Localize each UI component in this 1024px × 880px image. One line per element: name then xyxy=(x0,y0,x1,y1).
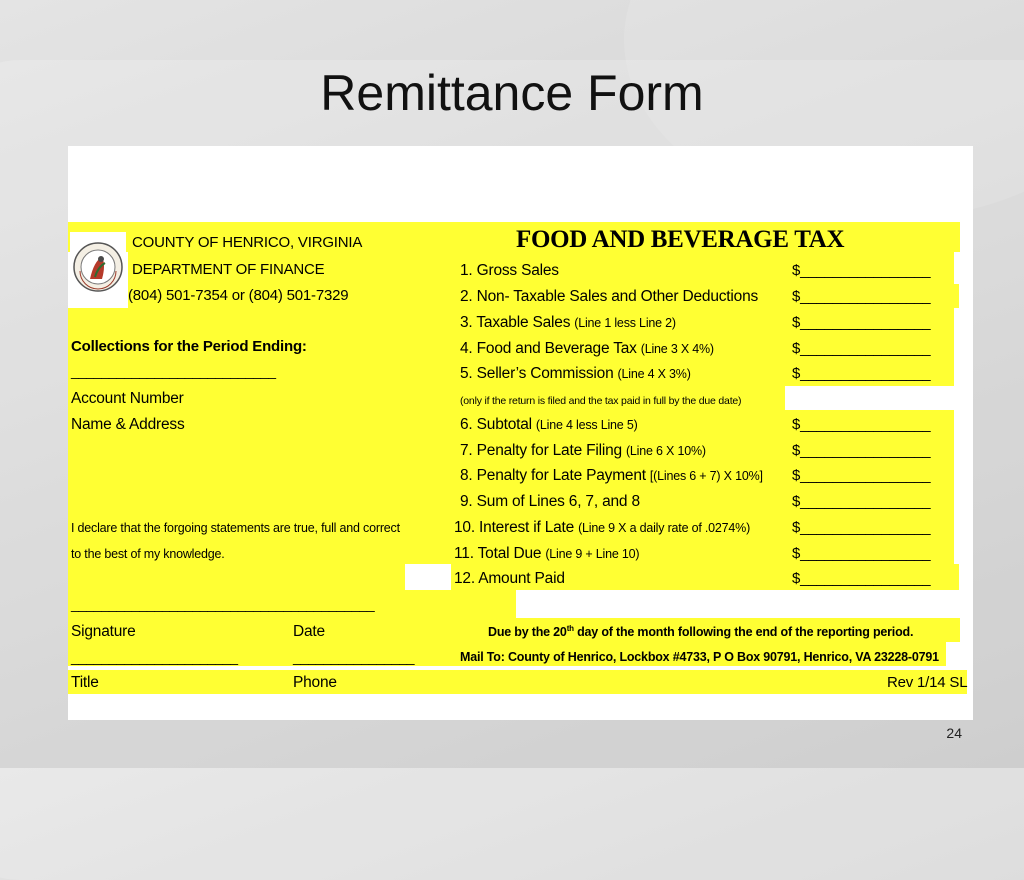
due-date-prefix: Due by the 20 xyxy=(488,625,567,640)
tax-line-note: (Line 9 X a daily rate of .0274%) xyxy=(578,521,751,535)
tax-line-label: 2. Non- Taxable Sales and Other Deductions xyxy=(460,288,759,305)
tax-line-note: (Line 4 X 3%) xyxy=(617,367,691,381)
revision-label: Rev 1/14 SL xyxy=(887,674,968,691)
tax-line-label: 6. Subtotal xyxy=(460,416,532,433)
tax-line-label: 5. Seller’s Commission xyxy=(460,365,614,382)
phone-label: Phone xyxy=(293,674,337,691)
county-seal-icon xyxy=(72,241,124,293)
amount-field[interactable]: $________________ xyxy=(792,288,931,305)
due-date-sup: th xyxy=(566,624,574,633)
tax-line-8 xyxy=(460,442,706,460)
tax-line-label: 1. Gross Sales xyxy=(460,262,559,279)
slide-title: Remittance Form xyxy=(320,65,704,121)
county-seal xyxy=(70,232,126,302)
highlight-band xyxy=(68,670,967,694)
tax-line-note: (Line 9 + Line 10) xyxy=(545,547,640,561)
signature-field[interactable]: ________________________________________ xyxy=(71,596,375,612)
tax-line-2 xyxy=(460,288,758,306)
highlight-band xyxy=(68,564,405,590)
collections-period-field[interactable]: ___________________________ xyxy=(71,363,276,379)
tax-line-6 xyxy=(460,391,741,409)
amount-field[interactable]: $________________ xyxy=(792,493,931,510)
due-date-suffix: day of the month following the end of the reporting period. xyxy=(573,625,914,640)
tax-line-5 xyxy=(460,365,691,383)
tax-line-label: 3. Taxable Sales xyxy=(460,314,571,331)
amount-field[interactable]: $________________ xyxy=(792,262,931,279)
amount-field[interactable]: $________________ xyxy=(792,314,931,331)
tax-line-7 xyxy=(460,416,638,434)
tax-line-13 xyxy=(454,570,565,588)
title-field[interactable]: ______________________ xyxy=(71,649,238,665)
mail-to-address: Mail To: County of Henrico, Lockbox #4733, P O Box 90791, Henrico, VA 23228-0791 xyxy=(460,650,939,664)
amount-field[interactable]: $________________ xyxy=(792,442,931,459)
tax-line-11 xyxy=(454,519,750,537)
tax-line-note: (Line 3 X 4%) xyxy=(640,342,714,356)
amount-field[interactable]: $________________ xyxy=(792,416,931,433)
tax-line-4 xyxy=(460,340,714,358)
date-label: Date xyxy=(293,623,325,640)
amount-field[interactable]: $________________ xyxy=(792,519,931,536)
amount-field[interactable]: $________________ xyxy=(792,545,931,562)
amount-field[interactable]: $________________ xyxy=(792,365,931,382)
declaration-line-2: to the best of my knowledge. xyxy=(71,547,225,561)
amount-field[interactable]: $________________ xyxy=(792,340,931,357)
tax-line-label: 9. Sum of Lines 6, 7, and 8 xyxy=(460,493,640,510)
county-name: COUNTY OF HENRICO, VIRGINIA xyxy=(132,234,363,251)
tax-line-3 xyxy=(460,314,676,332)
tax-line-label: 7. Penalty for Late Filing xyxy=(460,442,622,459)
tax-line-note: (Line 6 X 10%) xyxy=(625,444,706,458)
tax-line-9 xyxy=(460,467,763,485)
tax-title: FOOD AND BEVERAGE TAX xyxy=(516,226,845,253)
amount-field[interactable]: $________________ xyxy=(792,467,931,484)
amount-field[interactable]: $________________ xyxy=(792,570,931,587)
signature-label: Signature xyxy=(71,623,136,640)
tax-line-label: 10. Interest if Late xyxy=(454,519,575,536)
tax-line-label: 11. Total Due xyxy=(454,545,542,562)
remittance-form xyxy=(68,146,973,720)
name-address-label: Name & Address xyxy=(71,416,185,433)
tax-line-1 xyxy=(460,262,559,280)
tax-line-label: 12. Amount Paid xyxy=(454,570,565,587)
tax-line-label: 8. Penalty for Late Payment xyxy=(460,467,646,484)
slide-number: 24 xyxy=(946,725,962,741)
declaration-line-1: I declare that the forgoing statements are true, full and correct xyxy=(71,521,400,535)
tax-line-10 xyxy=(460,493,640,511)
tax-line-note: (Line 1 less Line 2) xyxy=(574,316,676,330)
tax-line-label: 4. Food and Beverage Tax xyxy=(460,340,637,357)
department-name: DEPARTMENT OF FINANCE xyxy=(132,261,325,278)
account-number-label: Account Number xyxy=(71,390,184,407)
tax-line-note: (Line 4 less Line 5) xyxy=(535,418,638,432)
tax-line-note: (only if the return is filed and the tax paid in full by the due date) xyxy=(460,395,742,407)
due-date-notice xyxy=(488,624,913,639)
date-field[interactable]: ________________ xyxy=(293,649,415,665)
title-label: Title xyxy=(71,674,99,691)
tax-line-12 xyxy=(454,545,639,563)
collections-label: Collections for the Period Ending: xyxy=(71,338,307,355)
phone-numbers: (804) 501-7354 or (804) 501-7329 xyxy=(128,287,349,304)
tax-line-note: [(Lines 6 + 7) X 10%] xyxy=(649,469,763,483)
